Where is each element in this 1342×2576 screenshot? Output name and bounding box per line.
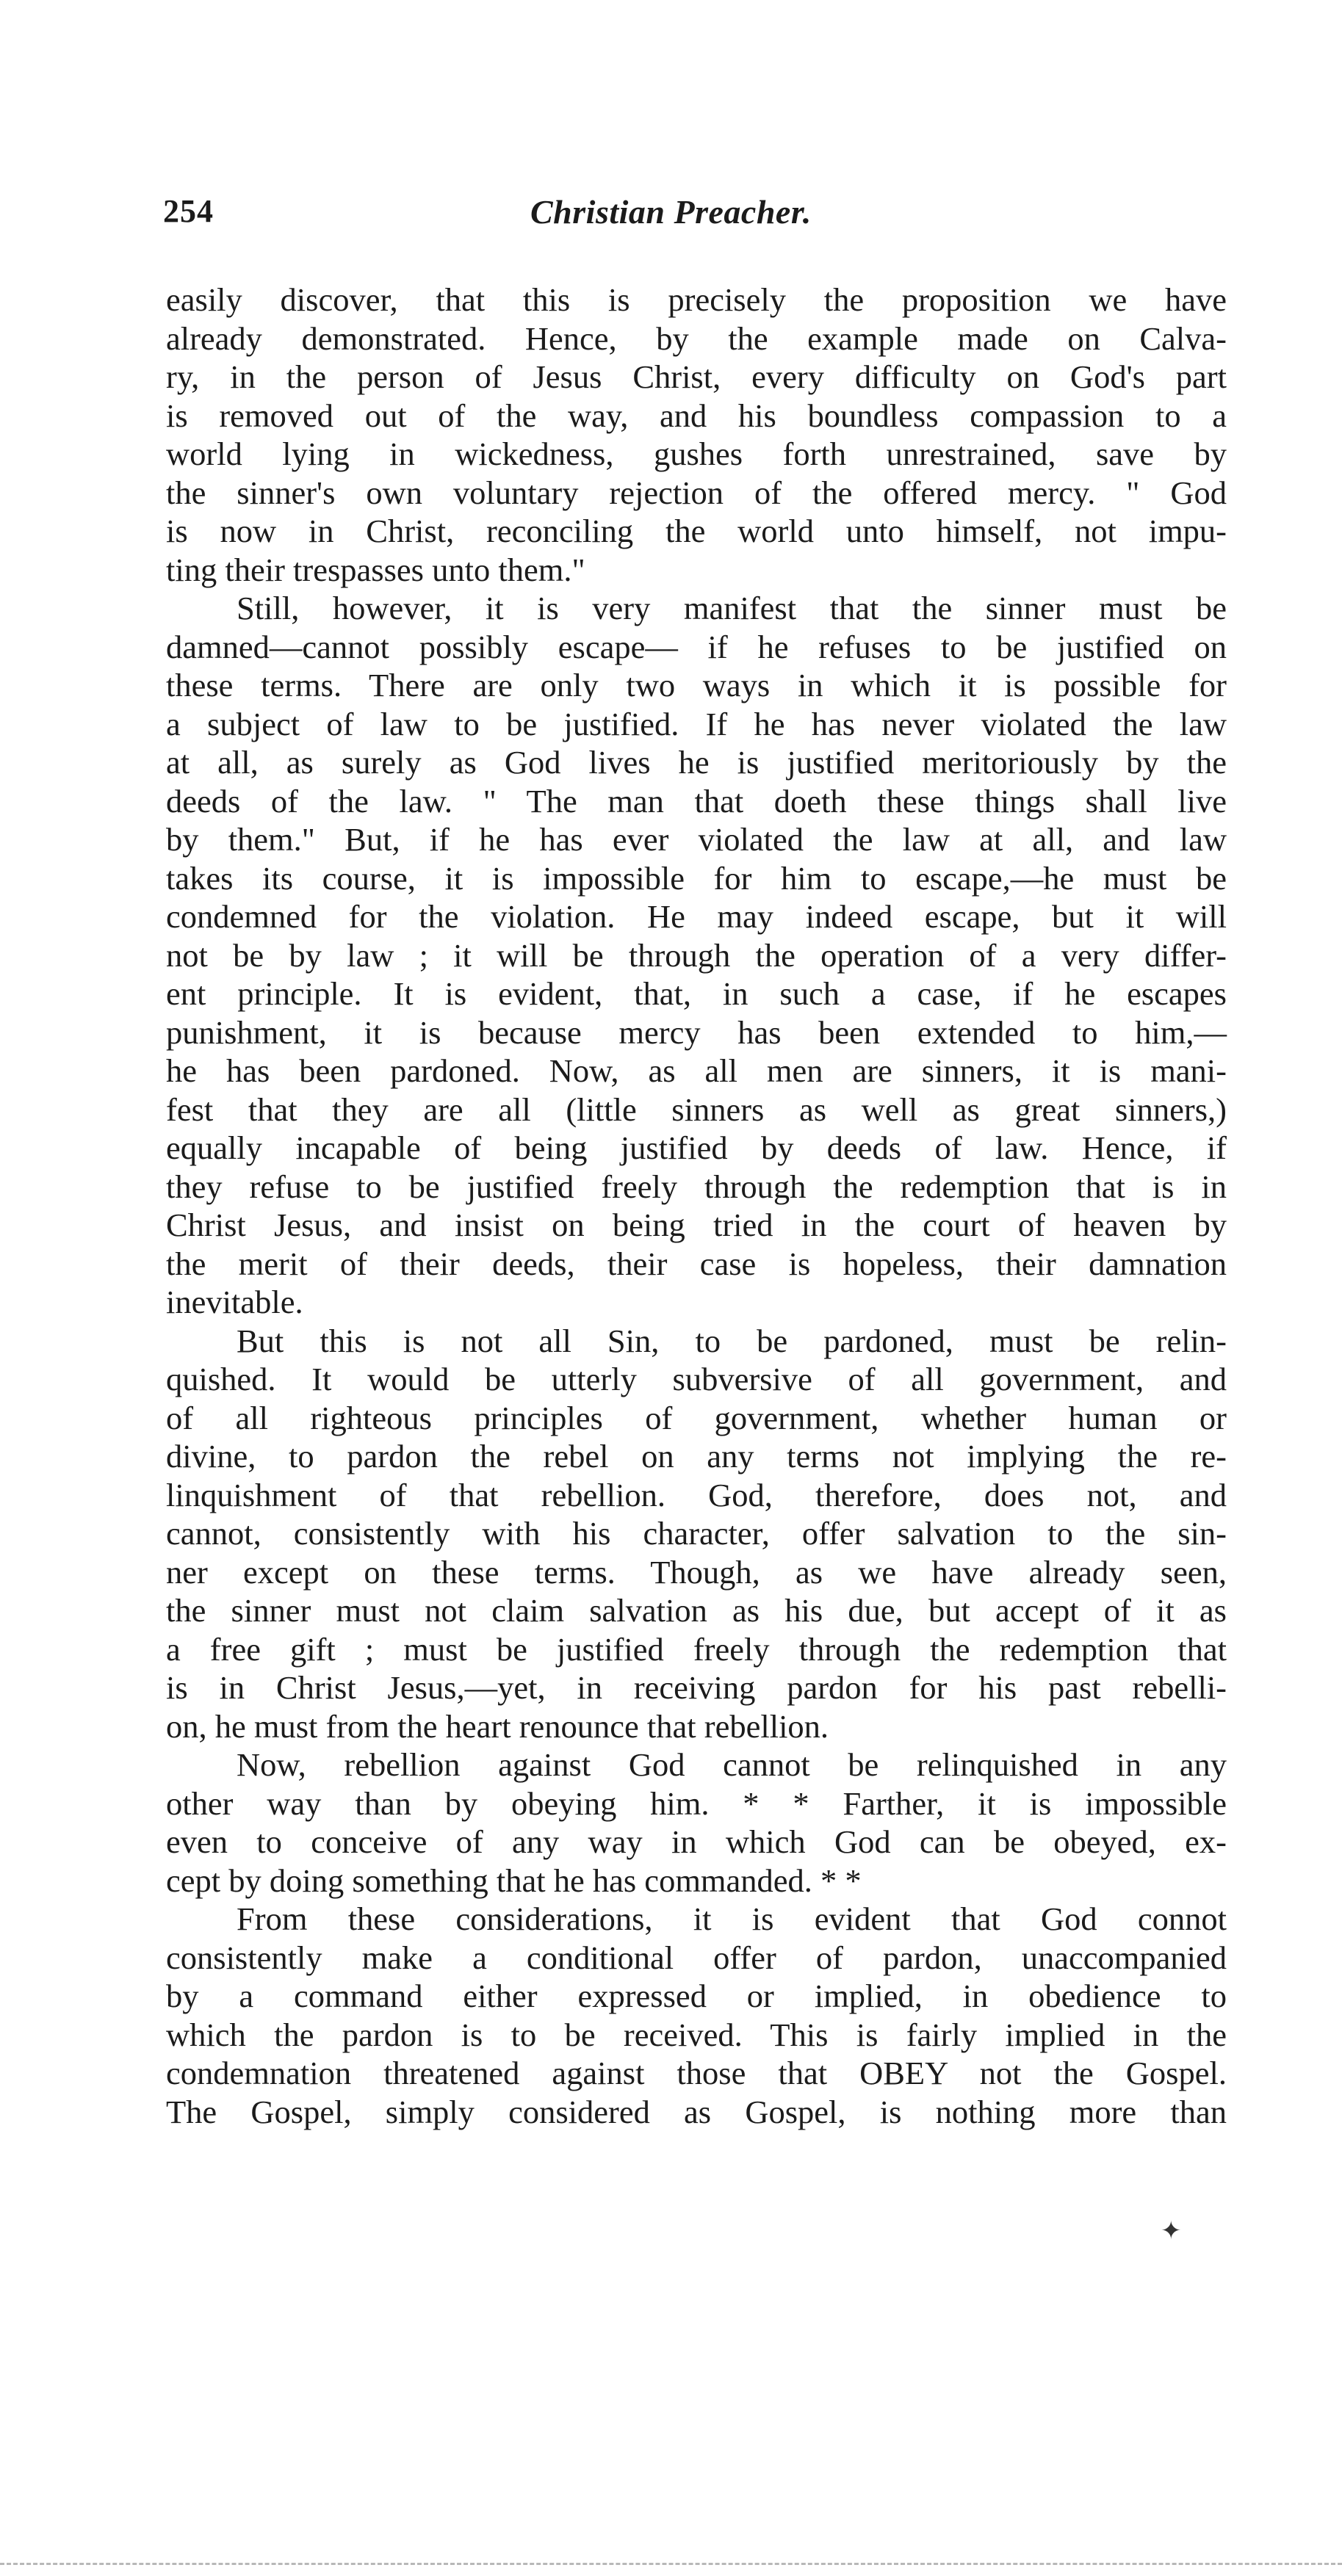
scan-edge-divider [0, 2563, 1342, 2565]
text-line: cept by doing something that he has commanded. * * [166, 1862, 862, 1899]
text-line: the sinner's own voluntary rejection of the offered mercy. " God [166, 474, 1227, 511]
text-line: a subject of law to be justified. If he has never violated the law [166, 705, 1227, 742]
text-line: condemnation threatened against those that OBEY not the Gospel. [166, 2055, 1227, 2091]
text-line: linquishment of that rebellion. God, therefore, does not, and [166, 1476, 1227, 1513]
body-text [166, 281, 1227, 2131]
text-line: ner except on these terms. Though, as we have already seen, [166, 1553, 1227, 1591]
text-line: ry, in the person of Jesus Christ, every difficulty on God's part [166, 358, 1227, 395]
text-line: punishment, it is because mercy has been extended to him,— [166, 1013, 1227, 1051]
text-line: ting their trespasses unto them." [166, 551, 585, 588]
text-line: divine, to pardon the rebel on any terms not implying the re- [166, 1438, 1227, 1475]
text-line: the merit of their deeds, their case is hopeless, their damnation [166, 1245, 1227, 1282]
text-line: deeds of the law. " The man that doeth these things shall live [166, 782, 1227, 820]
text-line: consistently make a conditional offer of pardon, unaccompanied [166, 1939, 1227, 1976]
printer-mark-icon: ✦ [1161, 2218, 1182, 2245]
text-line: even to conceive of any way in which God can be obeyed, ex- [166, 1823, 1227, 1860]
text-line: other way than by obeying him. * * Farther, it is impossible [166, 1784, 1227, 1822]
text-line: equally incapable of being justified by deeds of law. Hence, if [166, 1129, 1227, 1166]
text-line: From these considerations, it is evident that God connot [237, 1900, 1227, 1937]
text-line: ent principle. It is evident, that, in such a case, if he escapes [166, 975, 1227, 1012]
text-line: these terms. There are only two ways in which it is possible for [166, 667, 1227, 703]
text-line: world lying in wickedness, gushes forth unrestrained, save by [166, 435, 1227, 472]
text-line: Now, rebellion against God cannot be relinquished in any [237, 1746, 1227, 1783]
text-line: Still, however, it is very manifest that the sinner must be [237, 590, 1227, 626]
text-line: damned—cannot possibly escape— if he refuses to be justified on [166, 628, 1227, 665]
text-line: they refuse to be justified freely through the redemption that is in [166, 1168, 1227, 1205]
text-line: condemned for the violation. He may indeed escape, but it will [166, 898, 1227, 935]
text-line: at all, as surely as God lives he is justified meritoriously by the [166, 744, 1227, 781]
text-line: he has been pardoned. Now, as all men are sinners, it is mani- [166, 1052, 1227, 1089]
text-line: by a command either expressed or implied, in obedience to [166, 1978, 1227, 2014]
text-line: on, he must from the heart renounce that rebellion. [166, 1707, 829, 1745]
text-line: already demonstrated. Hence, by the example made on Calva- [166, 319, 1227, 357]
text-line: The Gospel, simply considered as Gospel, is nothing more than [166, 2093, 1227, 2130]
text-line: inevitable. [166, 1284, 303, 1320]
text-line: cannot, consistently with his character, offer salvation to the sin- [166, 1515, 1227, 1552]
text-line: is now in Christ, reconciling the world unto himself, not impu- [166, 513, 1227, 549]
page-header [163, 192, 1228, 244]
text-line: takes its course, it is impossible for him to escape,—he must be [166, 859, 1227, 897]
text-line: of all righteous principles of government, whether human or [166, 1399, 1227, 1436]
text-line: is in Christ Jesus,—yet, in receiving pardon for his past rebelli- [166, 1669, 1227, 1706]
text-line: by them." But, if he has ever violated the law at all, and law [166, 821, 1227, 858]
text-line: But this is not all Sin, to be pardoned, must be relin- [237, 1322, 1227, 1359]
text-line: which the pardon is to be received. This is fairly implied in the [166, 2016, 1227, 2053]
text-line: is removed out of the way, and his boundless compassion to a [166, 397, 1227, 434]
page-number: 254 [163, 193, 214, 229]
running-title: Christian Preacher. [530, 193, 812, 231]
text-line: fest that they are all (little sinners as well as great sinners,) [166, 1090, 1227, 1128]
text-line: a free gift ; must be justified freely through the redemption that [166, 1630, 1227, 1668]
text-line: quished. It would be utterly subversive of all government, and [166, 1361, 1227, 1397]
text-line: not be by law ; it will be through the operation of a very differ- [166, 936, 1227, 974]
text-line: easily discover, that this is precisely the proposition we have [166, 281, 1227, 318]
text-line: Christ Jesus, and insist on being tried in the court of heaven by [166, 1206, 1227, 1243]
text-line: the sinner must not claim salvation as his due, but accept of it as [166, 1592, 1227, 1629]
